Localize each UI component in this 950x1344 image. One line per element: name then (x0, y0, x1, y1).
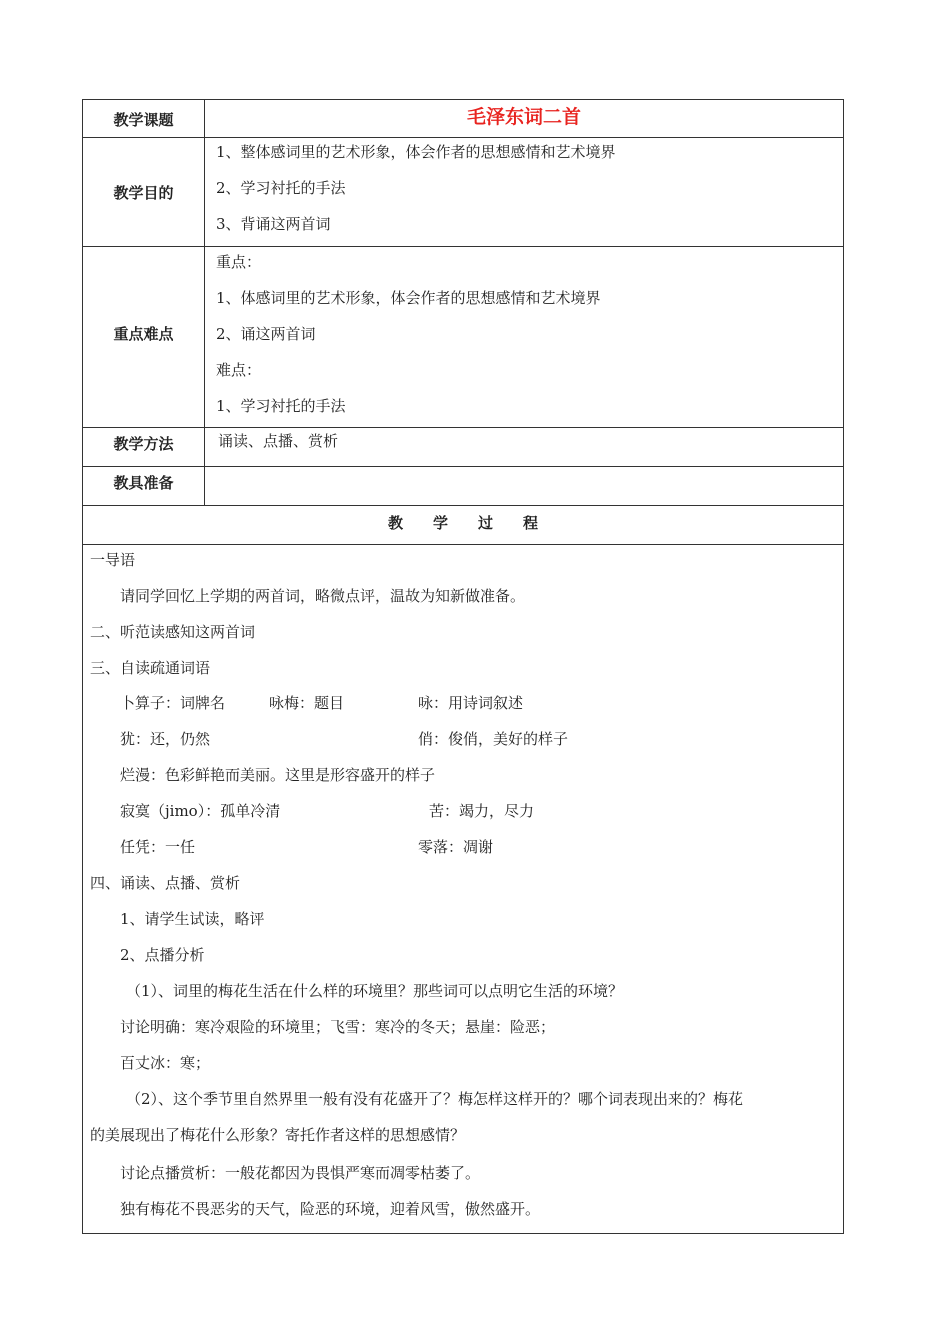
vocab-term: 零落：凋谢 (418, 838, 494, 856)
paragraph: 讨论点播赏析：一般花都因为畏惧严寒而凋零枯萎了。 (120, 1164, 481, 1182)
process-heading: 教 学 过 程 (387, 514, 538, 532)
keypoint-item: 重点： (216, 253, 262, 271)
goal-item: 1、整体感词里的艺术形象，体会作者的思想感情和艺术境界 (216, 143, 616, 161)
row-divider (83, 137, 843, 138)
paragraph: 讨论明确：寒冷艰险的环境里；飞雪：寒冷的冬天；悬崖：险恶； (120, 1018, 556, 1036)
row-divider (83, 466, 843, 467)
question-continued: 的美展现出了梅花什么形象？寄托作者这样的思想感情？ (90, 1126, 466, 1144)
paragraph: 独有梅花不畏恶劣的天气，险恶的环境，迎着风雪，傲然盛开。 (120, 1200, 541, 1218)
goals-label: 教学目的 (113, 184, 174, 202)
goal-item: 3、背诵这两首词 (216, 215, 331, 233)
vocab-term: 卜算子：词牌名 (120, 694, 226, 712)
topic-label: 教学课题 (113, 111, 174, 129)
keypoint-item: 难点： (216, 361, 262, 379)
tools-label: 教具准备 (113, 474, 174, 492)
lesson-plan-table (82, 99, 844, 1234)
vocab-term: 俏：俊俏，美好的样子 (418, 730, 569, 748)
row-divider (83, 505, 843, 506)
method-value: 诵读、点播、赏析 (218, 432, 339, 450)
vocab-term: 咏梅：题目 (269, 694, 345, 712)
paragraph: 请同学回忆上学期的两首词，略微点评，温故为知新做准备。 (120, 587, 526, 605)
keypoint-item: 2、诵这两首词 (216, 325, 316, 343)
row-divider (83, 427, 843, 428)
row-divider (83, 544, 843, 545)
vocab-term: 烂漫：色彩鲜艳而美丽。这里是形容盛开的样子 (120, 766, 436, 784)
vocab-term: 犹：还，仍然 (120, 730, 211, 748)
paragraph: 2、点播分析 (120, 946, 205, 964)
question: （2）、这个季节里自然界里一般有没有花盛开了？梅怎样这样开的？哪个词表现出来的？梅花 (126, 1090, 744, 1108)
column-divider (204, 100, 205, 505)
vocab-term: 咏：用诗词叙述 (418, 694, 524, 712)
keypoints-label: 重点难点 (113, 325, 174, 343)
keypoint-item: 1、体感词里的艺术形象，体会作者的思想感情和艺术境界 (216, 289, 601, 307)
row-divider (83, 246, 843, 247)
vocab-term: 寂寞（jimo）：孤单冷清 (120, 802, 281, 820)
goal-item: 2、学习衬托的手法 (216, 179, 346, 197)
vocab-term: 任凭：一任 (120, 838, 196, 856)
question: （1）、词里的梅花生活在什么样的环境里？那些词可以点明它生活的环境？ (126, 982, 624, 1000)
section-heading: 三、自读疏通词语 (90, 659, 211, 677)
method-label: 教学方法 (113, 435, 174, 453)
keypoint-item: 1、学习衬托的手法 (216, 397, 346, 415)
paragraph: 1、请学生试读，略评 (120, 910, 265, 928)
paragraph: 百丈冰：寒； (120, 1054, 211, 1072)
section-heading: 一导语 (90, 551, 136, 569)
section-heading: 二、听范读感知这两首词 (90, 623, 256, 641)
section-heading: 四、诵读、点播、赏析 (90, 874, 241, 892)
vocab-term: 苦：竭力，尽力 (429, 802, 535, 820)
lesson-title: 毛泽东词二首 (466, 106, 581, 128)
